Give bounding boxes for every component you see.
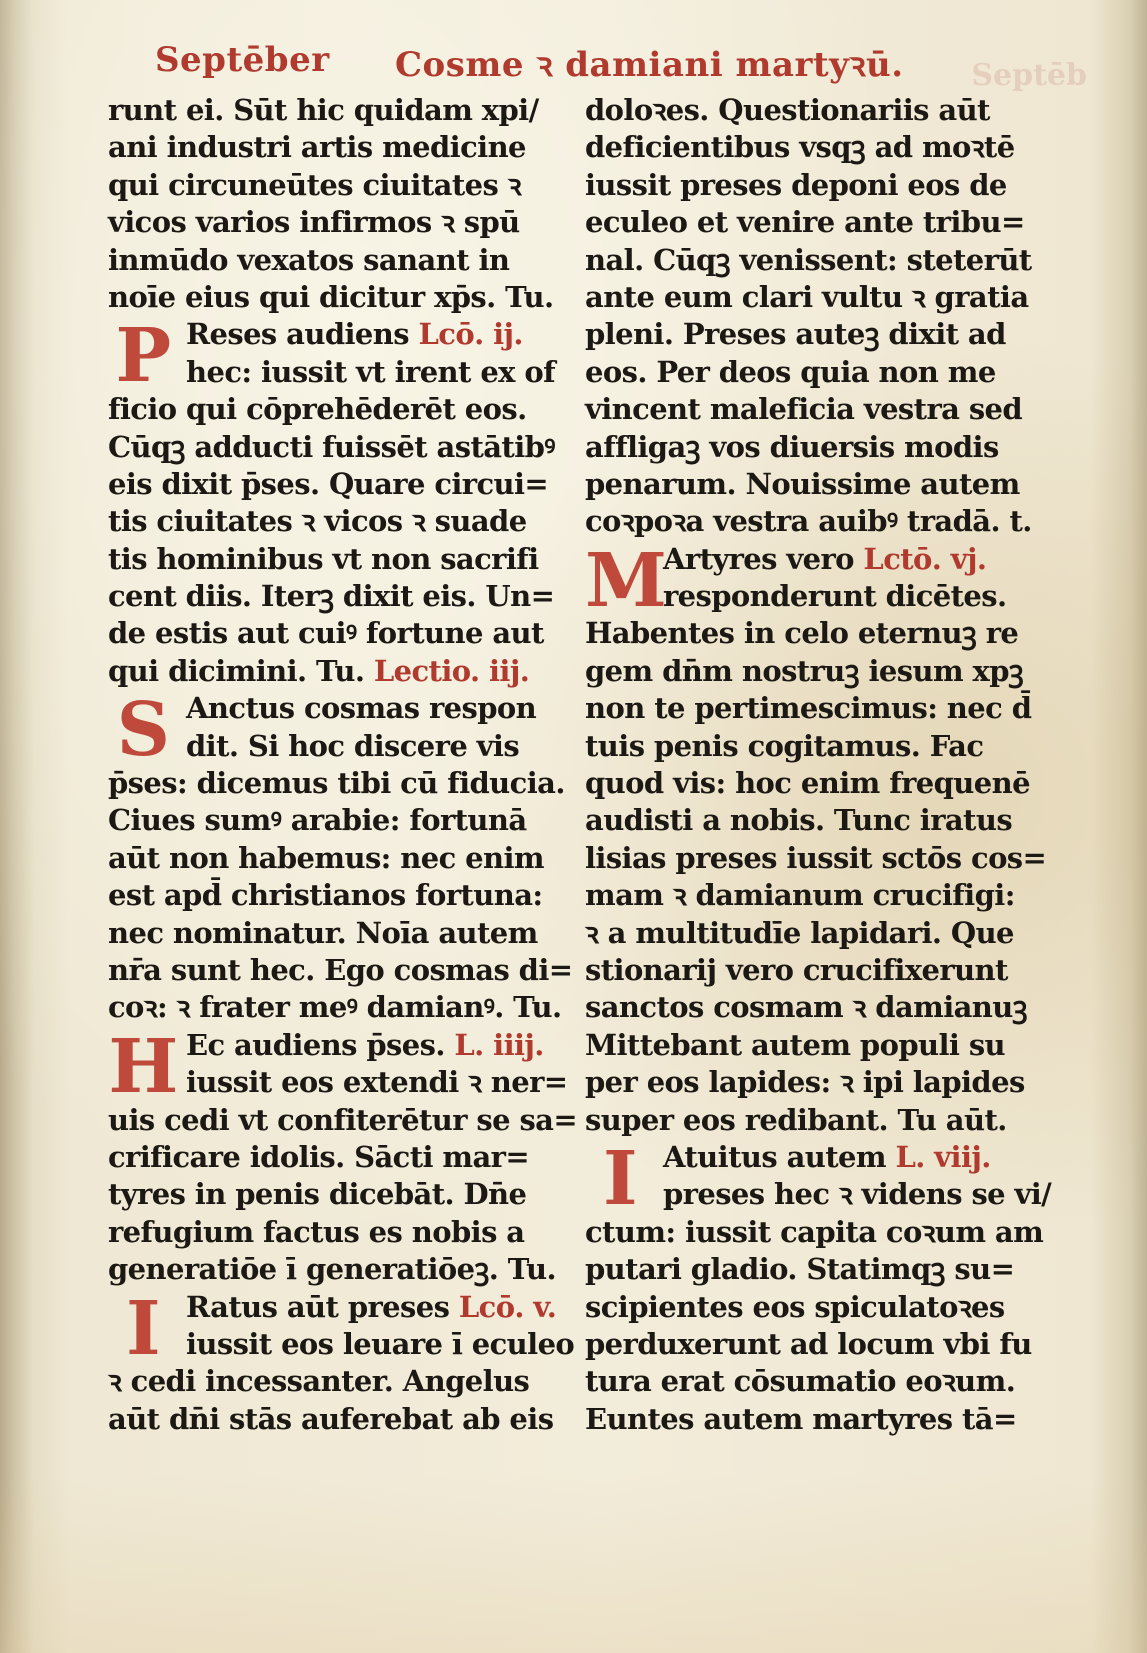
text-line	[585, 167, 1035, 204]
line-text: ficio qui cōprehēderēt eos.	[108, 392, 527, 427]
line-text: eis dixit p̄ses. Quare circui=	[108, 466, 549, 501]
lectio-rubric: Lectio. iij.	[373, 653, 530, 688]
line-text: per eos lapides: ꝛ ipi lapides	[585, 1065, 1025, 1100]
line-text: penarum. Nouissime autem	[585, 466, 1020, 501]
rubricated-initial: I	[125, 1285, 160, 1372]
text-line	[108, 1102, 578, 1139]
text-line	[585, 242, 1035, 279]
text-line	[585, 1251, 1035, 1288]
line-text: Ec audiens p̄ses.	[186, 1027, 445, 1062]
text-line	[108, 1139, 558, 1176]
text-line	[585, 92, 1035, 129]
text-line	[585, 765, 1035, 802]
line-text: ctum: iussit capita coꝛum am	[585, 1214, 1044, 1249]
text-line	[108, 653, 558, 690]
text-line	[108, 728, 558, 765]
text-line	[108, 167, 558, 204]
line-text: deficientibus vsqꝫ ad moꝛtē	[585, 130, 1015, 165]
line-text: putari gladio. Statimqꝫ su=	[585, 1252, 1015, 1287]
line-text: nal. Cūqꝫ venissent: steterūt	[585, 242, 1032, 277]
text-line	[585, 1326, 1035, 1363]
text-line	[108, 503, 558, 540]
line-text: sanctos cosmam ꝛ damianuꝫ	[585, 990, 1027, 1025]
line-text: Artyres vero	[663, 541, 854, 576]
rubricated-initial: P	[115, 313, 171, 400]
text-line	[585, 1176, 1052, 1213]
line-text: stionarij vero crucifixerunt	[585, 952, 1008, 987]
line-text: eculeo et venire ante tribu=	[585, 205, 1025, 240]
line-text: preses hec ꝛ videns se vi/	[663, 1177, 1052, 1212]
text-line	[585, 1027, 1035, 1064]
line-text: p̄ses: dicemus tibi cū fiducia.	[108, 766, 565, 801]
text-line	[585, 316, 1035, 353]
text-line	[108, 92, 558, 129]
text-line	[585, 1289, 1035, 1326]
line-text: tura erat cōsumatio eoꝛum.	[585, 1364, 1016, 1399]
rubricated-initial: I	[602, 1135, 637, 1222]
text-line	[108, 1176, 558, 1213]
text-line	[585, 578, 1035, 615]
line-text: est apd̄ christianos fortuna:	[108, 878, 543, 913]
text-line	[108, 391, 558, 428]
line-text: eos. Per deos quia non me	[585, 354, 996, 389]
line-text: mam ꝛ damianum crucifigi:	[585, 878, 1015, 913]
text-line	[585, 1214, 1044, 1251]
right-text-column	[585, 92, 1052, 1438]
text-line	[108, 1064, 568, 1101]
text-line	[585, 429, 1035, 466]
text-line	[585, 615, 1035, 652]
text-line	[108, 541, 558, 578]
line-text: Ciues sumꝰ arabie: fortunā	[108, 803, 527, 838]
text-line	[585, 690, 1035, 727]
line-text: pleni. Preses auteꝫ dixit ad	[585, 317, 1006, 352]
text-line	[585, 840, 1047, 877]
line-text: responderunt dicētes.	[663, 579, 1007, 614]
text-line	[585, 503, 1035, 540]
line-text: qui dicimini. Tu.	[108, 653, 365, 688]
text-line	[585, 129, 1035, 166]
text-line	[108, 279, 558, 316]
text-line	[108, 354, 558, 391]
line-text: Reses audiens	[186, 317, 409, 352]
text-line	[108, 802, 558, 839]
line-text: ani industri artis medicine	[108, 130, 526, 165]
text-line	[585, 952, 1035, 989]
lectio-rubric: Lcō. ij.	[418, 317, 523, 352]
line-text: coꝛ: ꝛ frater meꝰ damianꝰ. Tu.	[108, 990, 562, 1025]
text-line	[108, 1363, 558, 1400]
text-line	[585, 915, 1035, 952]
text-line	[108, 1326, 575, 1363]
line-text: inmūdo vexatos sanant in	[108, 242, 510, 277]
text-line	[108, 1251, 558, 1288]
line-text: super eos redibant. Tu aūt.	[585, 1102, 1007, 1137]
text-line	[585, 354, 1035, 391]
header-title: Cosme ꝛ damiani martyꝛū.	[395, 45, 904, 85]
text-line	[108, 242, 558, 279]
line-text: coꝛpoꝛa vestra auibꝰ tradā. t.	[585, 504, 1032, 539]
line-text: iussit eos extendi ꝛ ner=	[186, 1065, 568, 1100]
line-text: Atuitus autem	[663, 1139, 886, 1174]
text-line	[108, 466, 558, 503]
lectio-rubric: L. iiij.	[454, 1027, 544, 1062]
text-line	[108, 840, 558, 877]
text-line	[585, 204, 1035, 241]
line-text: ꝛ a multitudīe lapidari. Que	[585, 915, 1014, 950]
line-text: Ratus aūt preses	[186, 1289, 450, 1324]
text-line	[585, 989, 1035, 1026]
text-line	[585, 1363, 1035, 1400]
line-text: vicos varios infirmos ꝛ spū	[108, 205, 520, 240]
header-month: Septēber	[155, 40, 330, 80]
text-line	[585, 466, 1035, 503]
rubricated-initial: H	[108, 1023, 178, 1110]
line-text: uis cedi vt confiterētur se sa=	[108, 1102, 578, 1137]
line-text: scipientes eos spiculatoꝛes	[585, 1289, 1005, 1324]
line-text: audisti a nobis. Tunc iratus	[585, 803, 1013, 838]
line-text: refugium factus es nobis a	[108, 1214, 525, 1249]
line-text: noīe eius qui dicitur xp̄s. Tu.	[108, 279, 554, 314]
text-line	[108, 877, 558, 914]
line-text: gem dn̄m nostruꝫ iesum xpꝫ	[585, 653, 1024, 688]
text-line	[585, 653, 1035, 690]
line-text: Habentes in celo eternuꝫ re	[585, 616, 1019, 651]
line-text: iussit preses deponi eos de	[585, 167, 1007, 202]
rubricated-initial: M	[585, 537, 667, 624]
text-line	[585, 1102, 1035, 1139]
text-line	[108, 1214, 558, 1251]
text-line	[108, 765, 565, 802]
running-header	[155, 40, 1067, 90]
show-through-text: Septēb	[971, 58, 1087, 93]
text-line	[108, 615, 558, 652]
text-line	[585, 802, 1035, 839]
line-text: qui circuneūtes ciuitates ꝛ	[108, 167, 521, 202]
lectio-rubric: Lctō. vj.	[863, 541, 987, 576]
line-text: Cūqꝫ adducti fuissēt astātibꝰ	[108, 429, 555, 464]
line-text: ꝛ cedi incessanter. Angelus	[108, 1364, 530, 1399]
text-line	[108, 204, 558, 241]
lectio-rubric: L. viij.	[895, 1139, 991, 1174]
line-text: nr̄a sunt hec. Ego cosmas di=	[108, 952, 573, 987]
line-text: perduxerunt ad locum vbi fu	[585, 1326, 1032, 1361]
line-text: Euntes autem martyres tā=	[585, 1401, 1017, 1436]
line-text: de estis aut cuiꝰ fortune aut	[108, 616, 544, 651]
line-text: quod vis: hoc enim frequenē	[585, 766, 1030, 801]
line-text: generatiōe ī generatiōeꝫ. Tu.	[108, 1252, 556, 1287]
text-line	[108, 129, 558, 166]
text-line	[108, 915, 558, 952]
line-text: non te pertimescimus: nec d̄	[585, 691, 1032, 726]
line-text: affligaꝫ vos diuersis modis	[585, 429, 999, 464]
line-text: tyres in penis dicebāt. Dn̄e	[108, 1177, 527, 1212]
line-text: cent diis. Iterꝫ dixit eis. Un=	[108, 579, 555, 614]
line-text: crificare idolis. Sācti mar=	[108, 1139, 530, 1174]
line-text: dit. Si hoc discere vis	[186, 728, 520, 763]
line-text: vincent maleficia vestra sed	[585, 392, 1023, 427]
line-text: aūt dn̄i stās auferebat ab eis	[108, 1401, 554, 1436]
text-line	[108, 952, 573, 989]
left-text-column	[108, 92, 578, 1438]
text-line	[585, 1064, 1035, 1101]
text-line	[108, 989, 562, 1026]
line-text: nec nominatur. Noīa autem	[108, 915, 538, 950]
text-line	[585, 1401, 1035, 1438]
line-text: tis ciuitates ꝛ vicos ꝛ suade	[108, 504, 527, 539]
line-text: hec: iussit vt irent ex of	[186, 354, 555, 389]
line-text: tuis penis cogitamus. Fac	[585, 728, 984, 763]
line-text: aūt non habemus: nec enim	[108, 840, 545, 875]
line-text: runt ei. Sūt hic quidam xpi/	[108, 93, 539, 127]
text-line	[585, 391, 1035, 428]
line-text: Anctus cosmas respon	[186, 691, 537, 726]
line-text: iussit eos leuare ī eculeo	[186, 1326, 575, 1361]
line-text: ante eum clari vultu ꝛ gratia	[585, 279, 1029, 314]
line-text: tis hominibus vt non sacrifi	[108, 541, 539, 576]
text-line	[108, 578, 558, 615]
text-line	[108, 1401, 558, 1438]
text-line	[585, 877, 1035, 914]
text-line	[585, 279, 1035, 316]
lectio-rubric: Lcō. v.	[458, 1289, 557, 1324]
rubricated-initial: S	[116, 687, 170, 774]
text-line	[108, 429, 558, 466]
line-text: Mittebant autem populi su	[585, 1027, 1006, 1062]
text-line	[585, 728, 1035, 765]
line-text: doloꝛes. Questionariis aūt	[585, 93, 990, 127]
line-text: lisias preses iussit sctōs cos=	[585, 840, 1047, 875]
